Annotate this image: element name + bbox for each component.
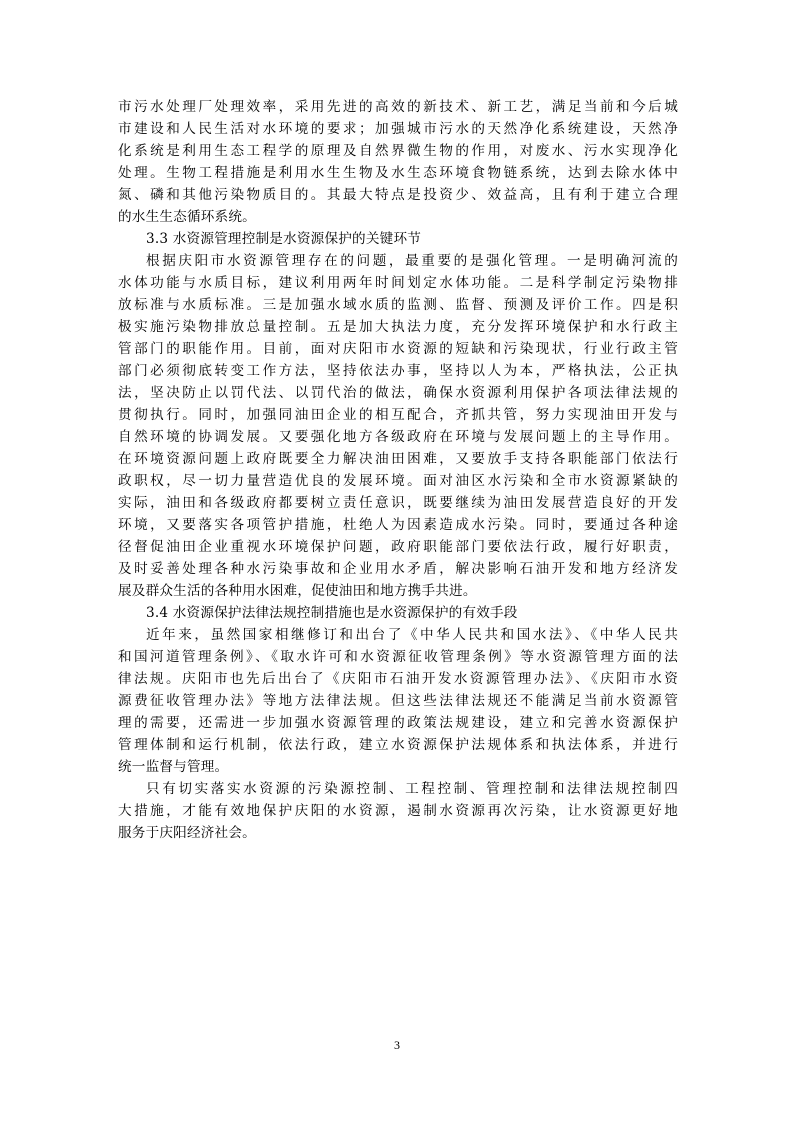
paragraph-line: 实际，油田和各级政府都要树立责任意识，既要继续为油田发展营造良好的开发 [118, 495, 678, 511]
paragraph-line: 部门必须彻底转变工作方法，坚持依法办事，坚持以人为本，严格执法，公正执 [118, 363, 678, 379]
paragraph-line: 只有切实落实水资源的污染源控制、工程控制、管理控制和法律法规控制四 [146, 781, 678, 797]
paragraph-line: 统一监督与管理。 [118, 759, 229, 775]
paragraph-line: 贯彻执行。同时，加强同油田企业的相互配合，齐抓共管，努力实现油田开发与 [118, 407, 678, 423]
paragraph-line: 政职权，尽一切力量营造优良的发展环境。面对油区水污染和全市水资源紧缺的 [118, 473, 678, 489]
paragraph-line: 法，坚决防止以罚代法、以罚代治的做法，确保水资源利用保护各项法律法规的 [118, 385, 678, 401]
paragraph-line: 极实施污染物排放总量控制。五是加大执法力度，充分发挥环境保护和水行政主 [118, 319, 678, 335]
paragraph-line: 大措施，才能有效地保护庆阳的水资源，遏制水资源再次污染，让水资源更好地 [118, 803, 678, 819]
page-number: 3 [394, 1038, 400, 1052]
paragraph-line: 在环境资源问题上政府既要全力解决油田困难，又要放手支持各职能部门依法行 [118, 451, 678, 467]
paragraph-line: 环境，又要落实各项管护措施，杜绝人为因素造成水污染。同时，要通过各种途 [118, 517, 678, 533]
paragraph-line: 近年来，虽然国家相继修订和出台了《中华人民共和国水法》、《中华人民共 [146, 627, 678, 643]
paragraph-line: 自然环境的协调发展。又要强化地方各级政府在环境与发展问题上的主导作用。 [118, 429, 678, 445]
paragraph-line: 管理体制和运行机制，依法行政，建立水资源保护法规体系和执法体系，并进行 [118, 737, 678, 753]
paragraph-line: 放标准与水质标准。三是加强水域水质的监测、监督、预测及评价工作。四是积 [118, 297, 678, 313]
paragraph-line: 源费征收管理办法》等地方法律法规。但这些法律法规还不能满足当前水资源管 [118, 693, 678, 709]
paragraph-line: 展及群众生活的各种用水困难，促使油田和地方携手共进。 [118, 583, 477, 599]
paragraph-line: 管部门的职能作用。目前，面对庆阳市水资源的短缺和污染现状，行业行政主管 [118, 341, 678, 357]
paragraph-line: 径督促油田企业重视水环境保护问题，政府职能部门要依法行政，履行好职责， [118, 539, 678, 555]
section-heading-3-4: 3.4 水资源保护法律法规控制措施也是水资源保护的有效手段 [146, 605, 518, 621]
paragraph-line: 服务于庆阳经济社会。 [118, 825, 256, 841]
paragraph-line: 化系统是利用生态工程学的原理及自然界微生物的作用，对废水、污水实现净化 [118, 143, 678, 159]
paragraph-line: 和国河道管理条例》、《取水许可和水资源征收管理条例》等水资源管理方面的法 [118, 649, 678, 665]
paragraph-line: 的水生生态循环系统。 [118, 209, 256, 225]
paragraph-line: 根据庆阳市水资源管理存在的问题，最重要的是强化管理。一是明确河流的 [146, 253, 678, 269]
paragraph-line: 市建设和人民生活对水环境的要求；加强城市污水的天然净化系统建设，天然净 [118, 121, 678, 137]
paragraph-line: 律法规。庆阳市也先后出台了《庆阳市石油开发水资源管理办法》、《庆阳市水资 [118, 671, 678, 687]
section-heading-3-3: 3.3 水资源管理控制是水资源保护的关键环节 [146, 231, 422, 247]
paragraph-line: 处理。生物工程措施是利用水生生物及水生态环境食物链系统，达到去除水体中 [118, 165, 678, 181]
paragraph-line: 市污水处理厂处理效率，采用先进的高效的新技术、新工艺，满足当前和今后城 [118, 99, 678, 115]
paragraph-line: 理的需要，还需进一步加强水资源管理的政策法规建设，建立和完善水资源保护 [118, 715, 678, 731]
paragraph-line: 水体功能与水质目标，建议利用两年时间划定水体功能。二是科学制定污染物排 [118, 275, 678, 291]
paragraph-line: 氮、磷和其他污染物质目的。其最大特点是投资少、效益高，且有利于建立合理 [118, 187, 678, 203]
paragraph-line: 及时妥善处理各种水污染事故和企业用水矛盾，解决影响石油开发和地方经济发 [118, 561, 678, 577]
